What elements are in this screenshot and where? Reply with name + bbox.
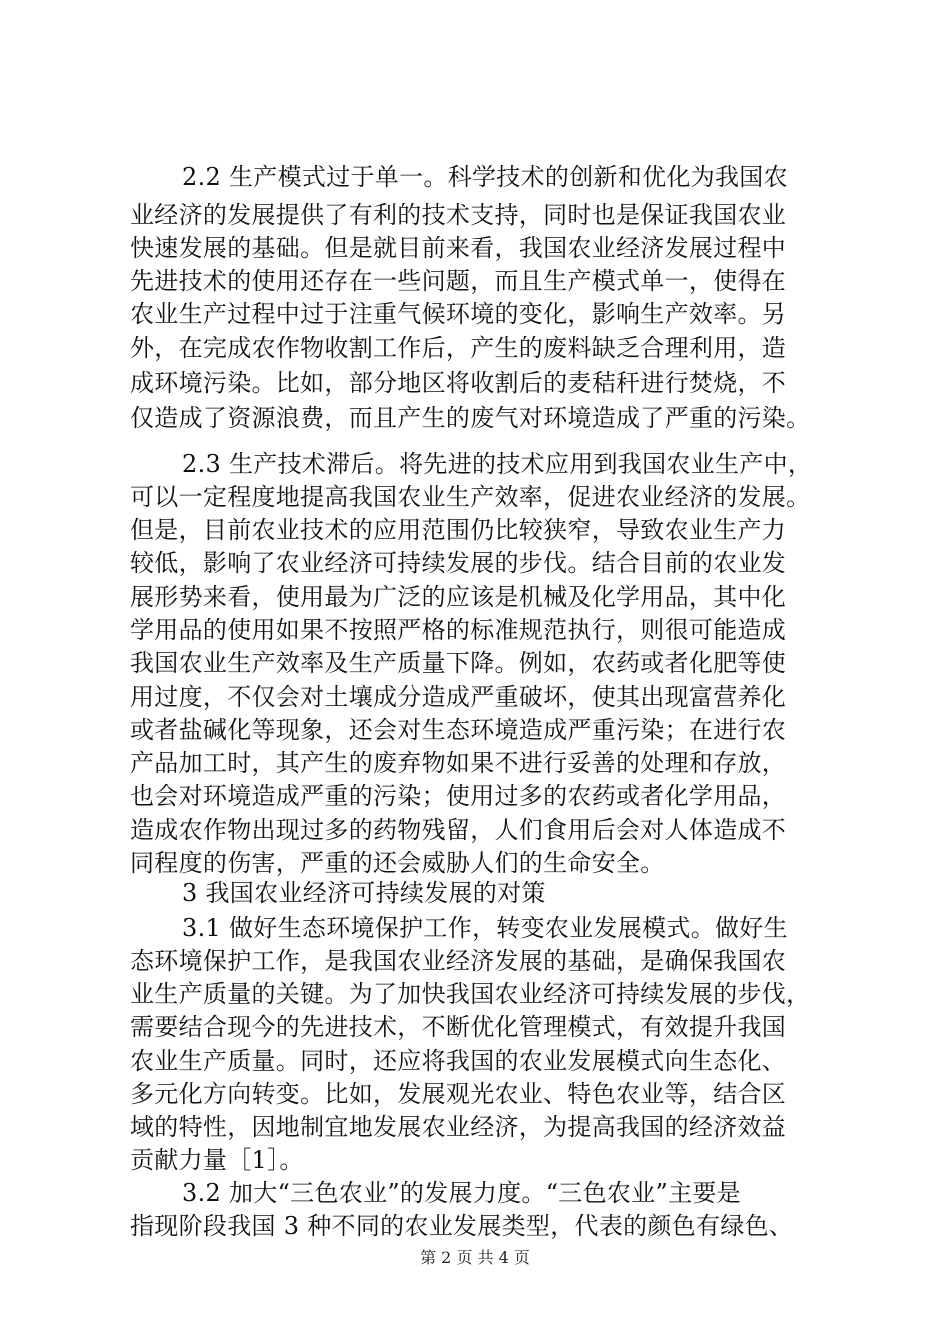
- page-number-footer: 第 2 页 共 4 页: [420, 1248, 530, 1267]
- paragraph-line: 学用品的使用如果不按照严格的标准规范执行，则很可能造成: [130, 616, 787, 644]
- paragraph-line: 造成农作物出现过多的药物残留，人们食用后会对人体造成不: [130, 816, 787, 844]
- paragraph-line: 成环境污染。比如，部分地区将收割后的麦秸秆进行焚烧，不: [130, 369, 787, 397]
- paragraph-line: 先进技术的使用还存在一些问题，而且生产模式单一，使得在: [130, 267, 787, 295]
- paragraph-line: 产品加工时，其产生的废弃物如果不进行妥善的处理和存放，: [130, 749, 787, 777]
- paragraph-line: 多元化方向转变。比如，发展观光农业、特色农业等，结合区: [130, 1080, 787, 1108]
- paragraph-line: 但是，目前农业技术的应用范围仍比较狭窄，导致农业生产力: [130, 516, 787, 544]
- paragraph-line: 也会对环境造成严重的污染；使用过多的农药或者化学用品，: [130, 782, 787, 810]
- paragraph-line: 同程度的伤害，严重的还会威胁人们的生命安全。: [130, 849, 665, 877]
- paragraph-line: 业生产质量的关键。为了加快我国农业经济可持续发展的步伐，: [130, 980, 811, 1008]
- paragraph-line: 展形势来看，使用最为广泛的应该是机械及化学用品，其中化: [130, 583, 787, 611]
- paragraph-line: 可以一定程度地提高我国农业生产效率，促进农业经济的发展。: [130, 483, 811, 511]
- paragraph-line: 或者盐碱化等现象，还会对生态环境造成严重污染；在进行农: [130, 716, 787, 744]
- paragraph-line: 2.2 生产模式过于单一。科学技术的创新和优化为我国农: [182, 163, 788, 191]
- paragraph-line: 快速发展的基础。但是就目前来看，我国农业经济发展过程中: [130, 234, 787, 262]
- paragraph-line: 用过度，不仅会对土壤成分造成严重破坏，使其出现富营养化: [130, 683, 787, 711]
- paragraph-line: 需要结合现今的先进技术，不断优化管理模式，有效提升我国: [130, 1013, 787, 1041]
- paragraph-line: 我国农业生产效率及生产质量下降。例如，农药或者化肥等使: [130, 649, 787, 677]
- paragraph-line: 3.1 做好生态环境保护工作，转变农业发展模式。做好生: [182, 914, 788, 942]
- paragraph-line: 外，在完成农作物收割工作后，产生的废料缺乏合理利用，造: [130, 334, 787, 362]
- paragraph-line: 2.3 生产技术滞后。将先进的技术应用到我国农业生产中，: [182, 450, 813, 478]
- section-heading: 3 我国农业经济可持续发展的对策: [182, 879, 546, 907]
- paragraph-line: 3.2 加大“三色农业”的发展力度。“三色农业”主要是: [182, 1179, 741, 1207]
- paragraph-line: 较低，影响了农业经济可持续发展的步伐。结合目前的农业发: [130, 549, 787, 577]
- paragraph-line: 农业生产过程中过于注重气候环境的变化，影响生产效率。另: [130, 300, 787, 328]
- paragraph-line: 指现阶段我国 3 种不同的农业发展类型，代表的颜色有绿色、: [130, 1212, 794, 1240]
- paragraph-line: 域的特性，因地制宜地发展农业经济，为提高我国的经济效益: [130, 1113, 787, 1141]
- paragraph-line: 态环境保护工作，是我国农业经济发展的基础，是确保我国农: [130, 947, 787, 975]
- paragraph-line: 农业生产质量。同时，还应将我国的农业发展模式向生态化、: [130, 1047, 787, 1075]
- paragraph-line: 仅造成了资源浪费，而且产生的废气对环境造成了严重的污染。: [130, 404, 811, 432]
- paragraph-line: 业经济的发展提供了有利的技术支持，同时也是保证我国农业: [130, 201, 787, 229]
- paragraph-line: 贡献力量［1］。: [130, 1146, 304, 1174]
